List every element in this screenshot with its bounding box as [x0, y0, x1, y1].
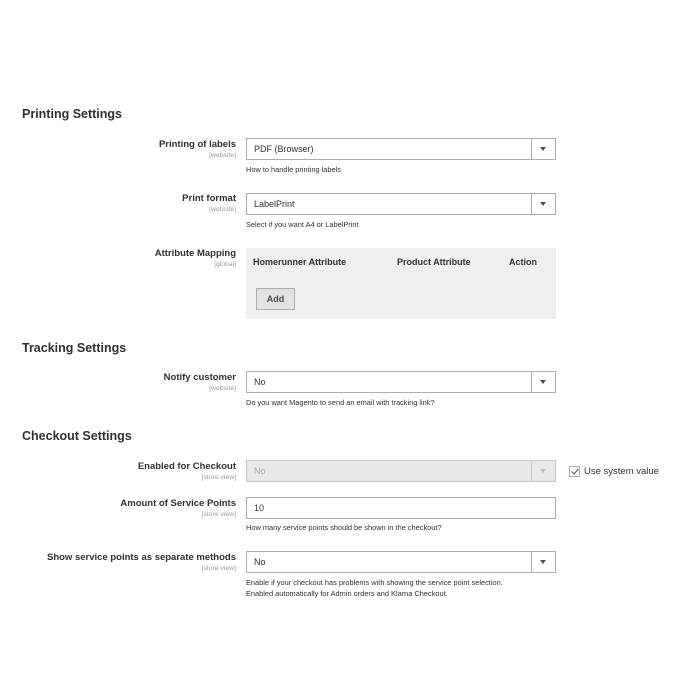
notify-customer-label: Notify customer	[163, 372, 236, 383]
printing-of-labels-label-block	[0, 139, 236, 160]
use-system-value-label[interactable]: Use system value	[584, 465, 659, 477]
attribute-mapping-label: Attribute Mapping	[154, 248, 236, 259]
chevron-down-icon	[540, 560, 546, 564]
enabled-for-checkout-dropdown-toggle	[531, 461, 555, 481]
chevron-down-icon	[540, 147, 546, 151]
printing-of-labels-note: How to handle printing labels	[246, 165, 341, 174]
enabled-for-checkout-scope: [store view]	[201, 474, 236, 481]
chevron-down-icon	[540, 380, 546, 384]
printing-settings-title: Printing Settings	[22, 107, 122, 121]
amount-of-service-points-input[interactable]: 10	[246, 497, 556, 519]
separate-methods-note-line2: Enabled automatically for Admin orders and Klarna Checkout.	[246, 589, 448, 598]
print-format-value: LabelPrint	[254, 199, 295, 209]
print-format-select[interactable]	[246, 193, 556, 215]
chevron-down-icon	[540, 469, 546, 473]
amount-of-service-points-scope: [store view]	[201, 511, 236, 518]
amount-of-service-points-note: How many service points should be shown in the checkout?	[246, 523, 442, 532]
column-header-homerunner-attribute: Homerunner Attribute	[253, 257, 347, 267]
notify-customer-dropdown-toggle[interactable]	[531, 372, 555, 392]
print-format-scope: [website]	[209, 206, 236, 213]
print-format-dropdown-toggle[interactable]	[531, 194, 555, 214]
column-header-action: Action	[509, 257, 537, 267]
checkmark-icon	[571, 466, 579, 474]
use-system-value-checkbox[interactable]	[569, 466, 580, 477]
chevron-down-icon	[540, 202, 546, 206]
printing-of-labels-select[interactable]	[246, 138, 556, 160]
separate-methods-dropdown-toggle[interactable]	[531, 552, 555, 572]
printing-of-labels-dropdown-toggle[interactable]	[531, 139, 555, 159]
use-system-value-control[interactable]	[569, 464, 659, 478]
notify-customer-note: Do you want Magento to send an email with tracking link?	[246, 398, 435, 407]
printing-of-labels-label: Printing of labels	[158, 139, 236, 150]
notify-customer-select[interactable]	[246, 371, 556, 393]
amount-of-service-points-label: Amount of Service Points	[120, 498, 236, 509]
separate-methods-scope: [store view]	[201, 565, 236, 572]
enabled-for-checkout-select	[246, 460, 556, 482]
notify-customer-value: No	[254, 377, 266, 387]
tracking-settings-title: Tracking Settings	[22, 341, 127, 355]
printing-of-labels-scope: [website]	[209, 152, 236, 159]
attribute-mapping-table	[246, 248, 556, 319]
separate-methods-label: Show service points as separate methods	[46, 552, 236, 563]
print-format-note: Select if you want A4 or LabelPrint	[246, 220, 359, 229]
enabled-for-checkout-label-block	[0, 461, 236, 482]
print-format-label-block	[0, 193, 236, 214]
checkout-settings-title: Checkout Settings	[22, 429, 132, 443]
attribute-mapping-scope: [global]	[214, 261, 236, 268]
separate-methods-note-line1: Enable if your checkout has problems with showing the service point selection.	[246, 578, 503, 587]
enabled-for-checkout-label: Enabled for Checkout	[137, 461, 236, 472]
notify-customer-label-block	[0, 372, 236, 393]
add-mapping-button[interactable]: Add	[256, 288, 295, 310]
notify-customer-scope: [website]	[209, 385, 236, 392]
printing-of-labels-value: PDF (Browser)	[254, 144, 314, 154]
separate-methods-value: No	[254, 557, 266, 567]
separate-methods-label-block	[0, 552, 236, 573]
enabled-for-checkout-value: No	[254, 466, 266, 476]
print-format-label: Print format	[182, 193, 236, 204]
column-header-product-attribute: Product Attribute	[397, 257, 471, 267]
separate-methods-select[interactable]	[246, 551, 556, 573]
attribute-mapping-label-block	[0, 248, 236, 269]
amount-of-service-points-label-block	[0, 498, 236, 519]
